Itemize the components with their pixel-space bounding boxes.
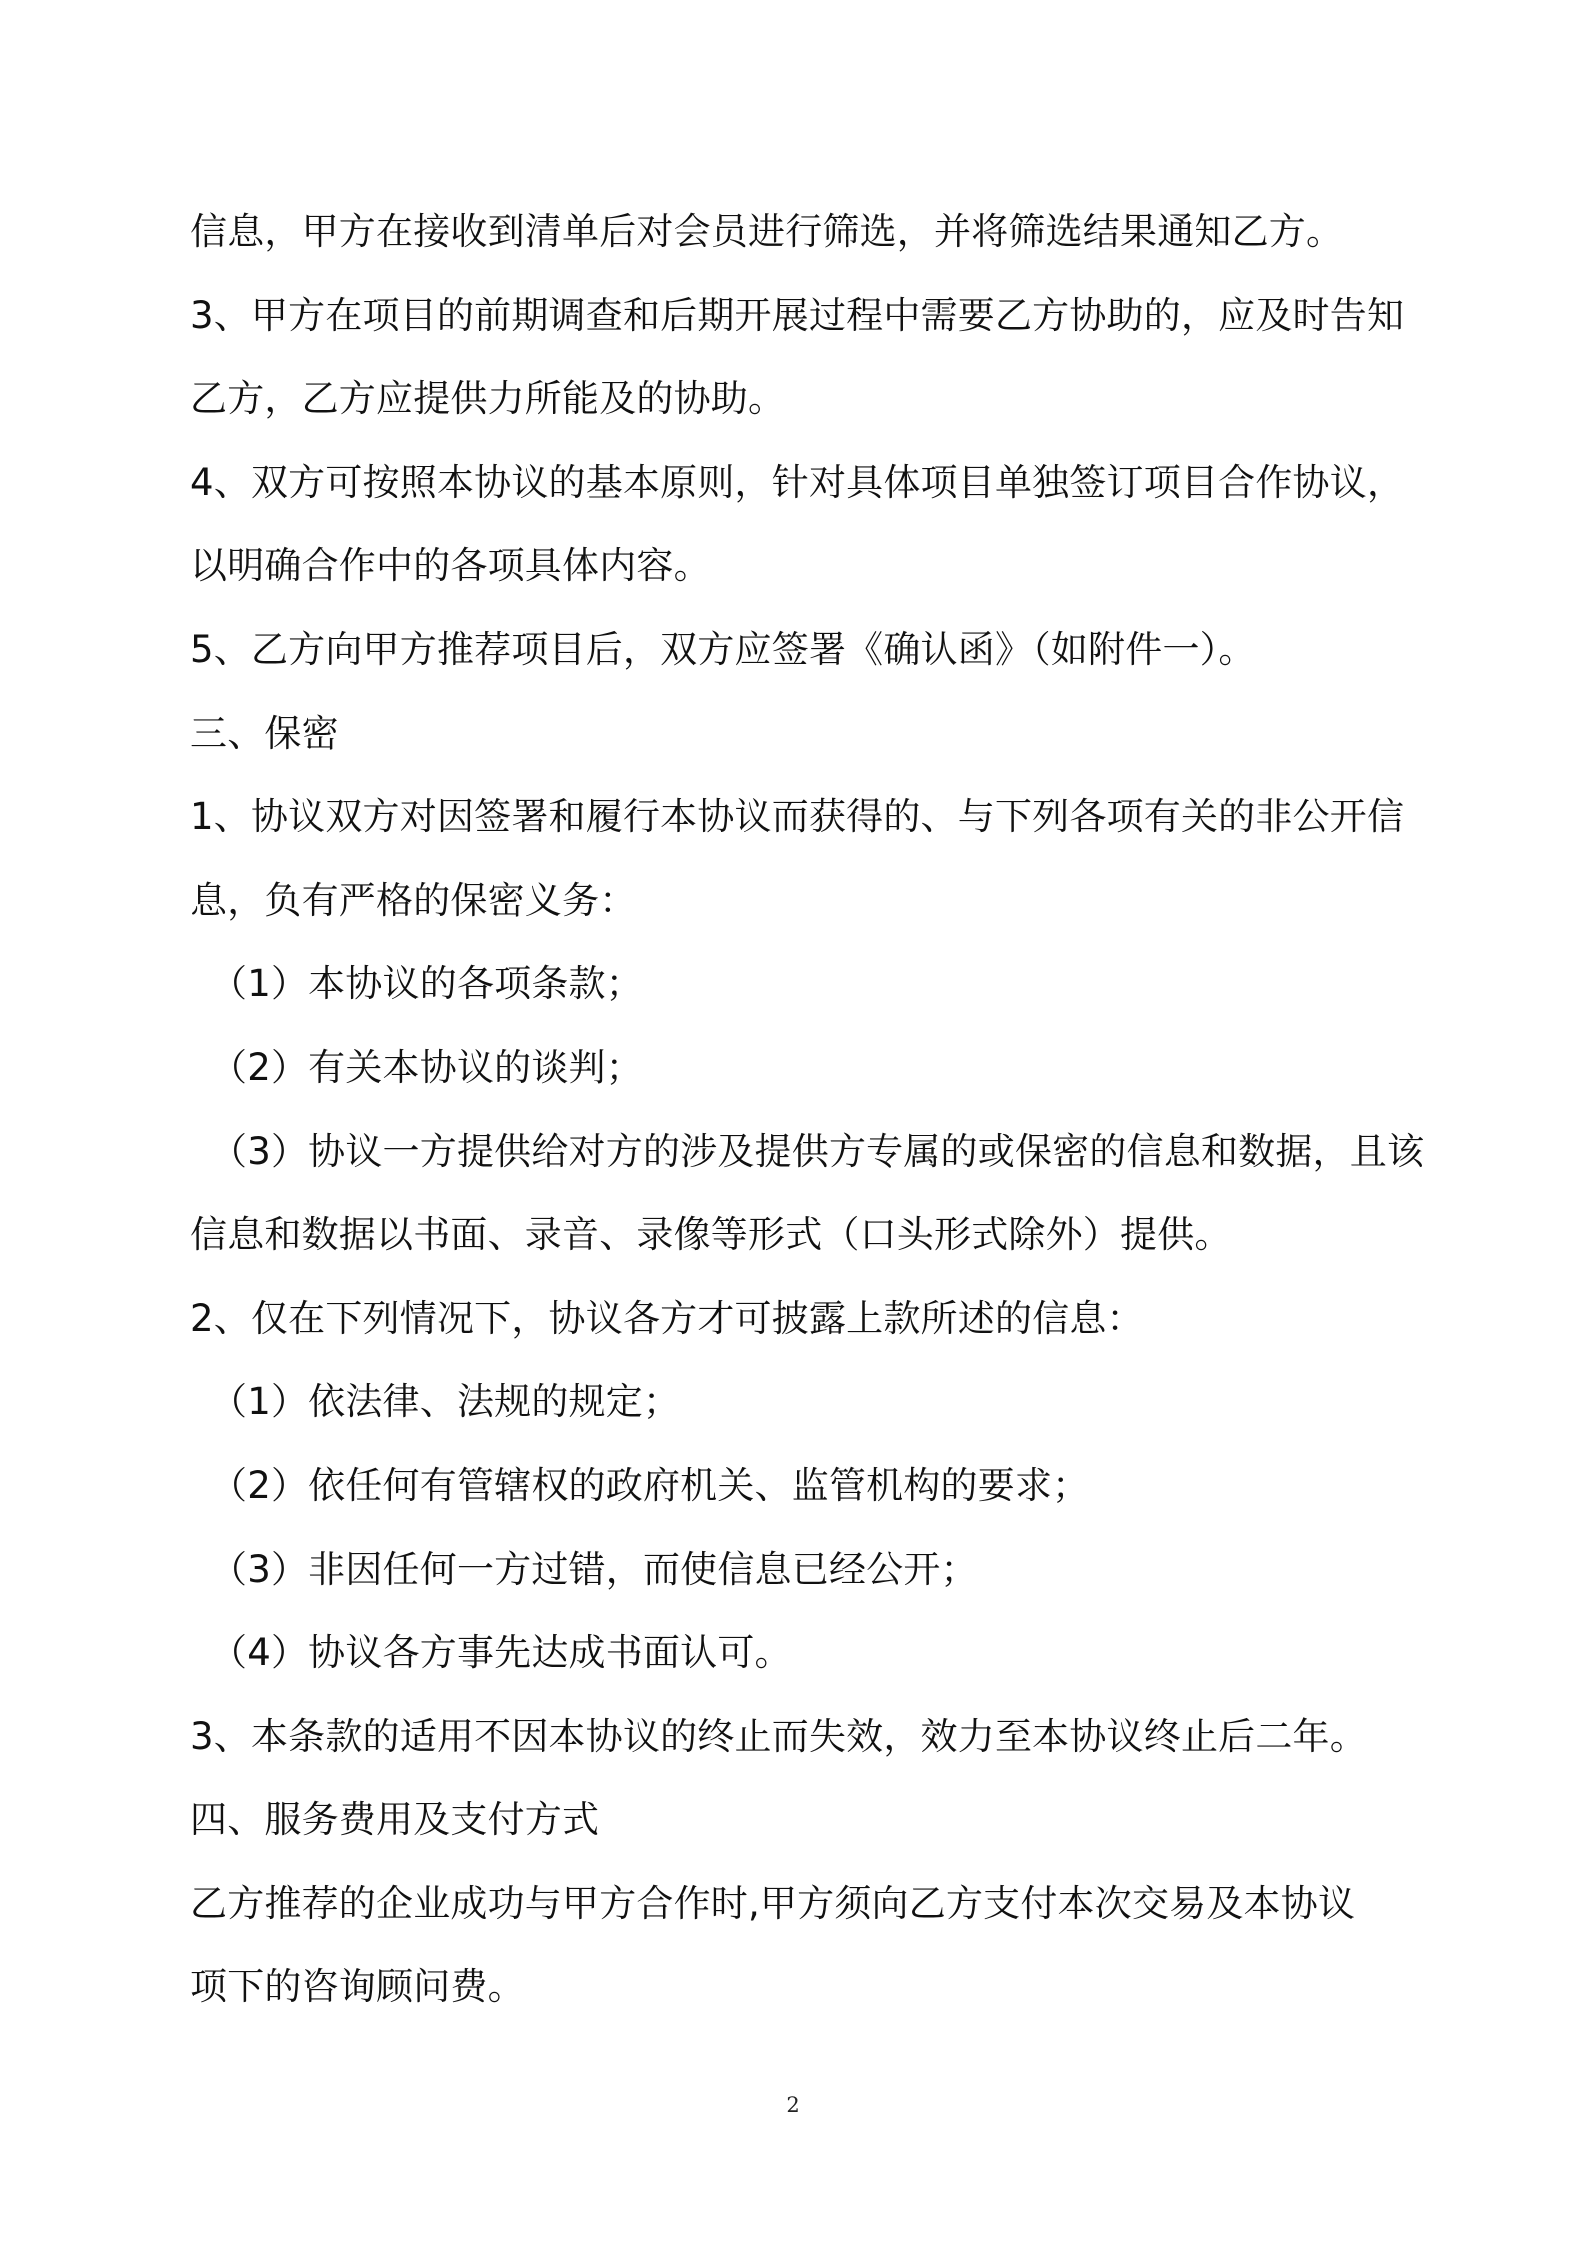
list-item: （4）协议各方事先达成书面认可。	[210, 1631, 792, 1675]
text-line: 3、甲方在项目的前期调查和后期开展过程中需要乙方协助的，应及时告知	[190, 293, 1405, 337]
section-heading: 三、保密	[190, 711, 339, 755]
text-line: 4、双方可按照本协议的基本原则，针对具体项目单独签订项目合作协议，	[190, 460, 1405, 504]
text-line: 乙方，乙方应提供力所能及的协助。	[190, 377, 786, 421]
text-line: 息，负有严格的保密义务：	[190, 878, 637, 922]
text-line: 信息和数据以书面、录音、录像等形式（口头形式除外）提供。	[190, 1213, 1232, 1257]
text-line: 3、本条款的适用不因本协议的终止而失效，效力至本协议终止后二年。	[190, 1714, 1367, 1758]
section-heading: 四、服务费用及支付方式	[190, 1798, 600, 1842]
text-line: 以明确合作中的各项具体内容。	[190, 544, 711, 588]
text-line: 信息，甲方在接收到清单后对会员进行筛选，并将筛选结果通知乙方。	[190, 210, 1344, 253]
text-line: 项下的咨询顾问费。	[190, 1965, 525, 2009]
page-number: 2	[786, 2093, 800, 2117]
list-item: （3）协议一方提供给对方的涉及提供方专属的或保密的信息和数据，且该	[210, 1129, 1425, 1173]
text-line: 5、乙方向甲方推荐项目后，双方应签署《确认函》（如附件一）。	[190, 627, 1256, 671]
document-body	[190, 190, 1430, 2029]
text-line: 1、协议双方对因签署和履行本协议而获得的、与下列各项有关的非公开信	[190, 795, 1405, 839]
text-line: 乙方推荐的企业成功与甲方合作时,甲方须向乙方支付本次交易及本协议	[190, 1881, 1356, 1925]
list-item: （2）依任何有管辖权的政府机关、监管机构的要求；	[210, 1463, 1090, 1507]
list-item: （3）非因任何一方过错，而使信息已经公开；	[210, 1547, 978, 1591]
text-line: 2、仅在下列情况下，协议各方才可披露上款所述的信息：	[190, 1296, 1144, 1340]
list-item: （1）本协议的各项条款；	[210, 962, 643, 1006]
list-item: （2）有关本协议的谈判；	[210, 1045, 643, 1089]
list-item: （1）依法律、法规的规定；	[210, 1380, 681, 1424]
